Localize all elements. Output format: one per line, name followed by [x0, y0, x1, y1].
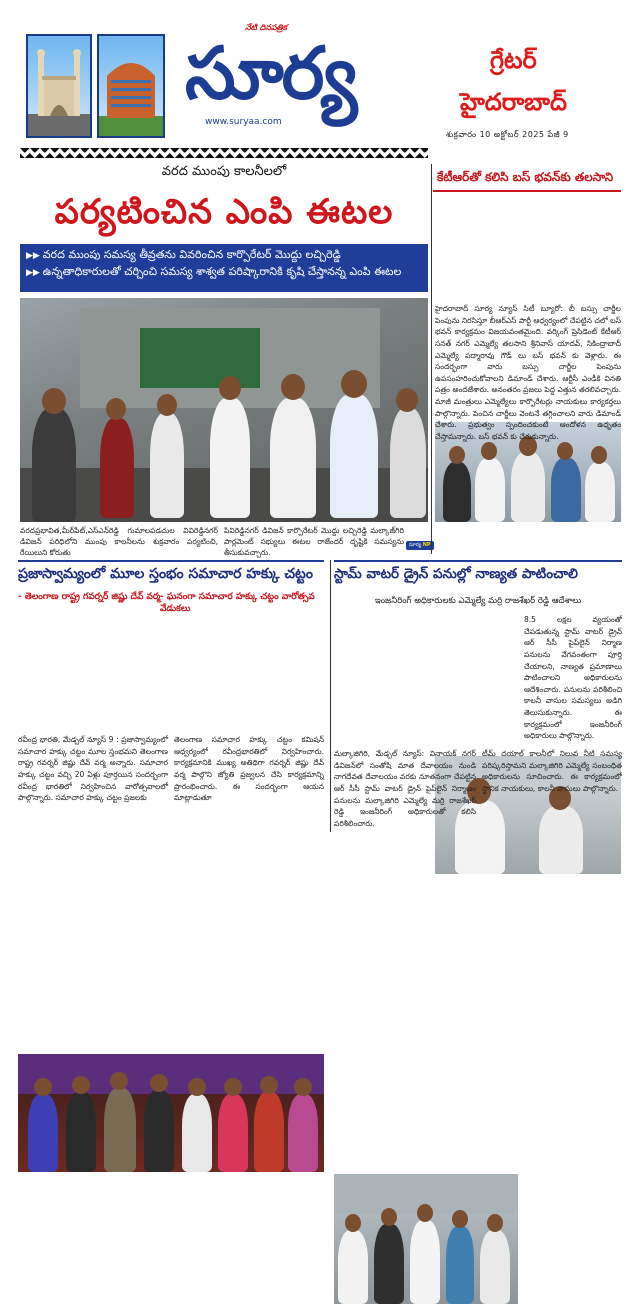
dateline: శుక్రవారం 10 అక్టోబర్ 2025 పేజీ 9 [446, 130, 569, 139]
story4-sub: ఇంజనీరింగ్ అధికారులకు ఎమ్మెల్యే మర్రి రాజశేఖర్ రెడ్డి ఆదేశాలు [374, 596, 582, 606]
story3-rule [18, 560, 324, 562]
main-point-1: ▶▶ వరద ముంపు సమస్య తీవ్రతను వివరించిన కార్పొరేటర్ మొద్దు లచ్చిరెడ్డి [26, 247, 422, 264]
story3-sub-left: - తెలంగాణ రాష్ట్ర గవర్నర్ జిష్ణు దేవ్ వర్మ [18, 592, 161, 602]
story3-headline: ప్రజాస్వామ్యంలో మూల స్తంభం సమాచార హక్కు చట్టం [18, 566, 313, 582]
column-divider-2 [330, 560, 331, 832]
main-points-band [20, 244, 428, 292]
edition-hyderabad: హైదరాబాద్ [460, 88, 567, 116]
website-url: www.suryaa.com [205, 117, 282, 127]
surya-badge: సూర్య NP [406, 541, 434, 550]
main-caption-right: పివిరెడ్డినగర్ డివిజన్ కార్పొరేటర్ మొద్దు లచ్చిరెడ్డి మల్కాజ్‌గిరి పార్లమెంట్ సభ్యులు ఈటల రాజేందర్ దృష్టికి సమస్యను తీసుకువచ్చారు. [224, 526, 404, 557]
side-body: హైదరాబాద్ సూర్య న్యూస్ సిటీ బ్యూరో: బీ బస్సు చార్జీల పెంపును నిరసిస్తూ బీఆర్ఎస్ పార్టీ ఆధ్వర్యంలో చేపట్టిన చలో బస్ భవన్ కార్యక్రమం విజయవంతమైంది. వర్కింగ్ ప్రెసిడెంట్ కేటీఆర్ సనత్ నగర్ ఎమ్మెల్యే తలసాని శ్రీనివాస్ యాదవ్, సికింద్రాబాద్ ఎమ్మెల్యే పద్మారావు గౌడ్ లు బస్ భవన్ కు వెళ్లారు. ఈ సందర్భంగా వారు బస్సు చార్జీల పెంపును ఉపసంహరించుకోవాలని డిమాండ్ చేశారు. ఆర్టీసీ ఎండీకి వినతి పత్రం అందజేశారు. అనంతరం ప్రజలు పెద్ద ఎత్తున తరలివచ్చారు. మాజీ మంత్రులు ఎమ్మెల్యేలు కార్పొరేటర్లు నాయకులు కార్యకర్తలు పాల్గొన్నారు. పెంచిన చార్జీలు వెంటనే తగ్గించాలని వారు డిమాండ్ చేశారు. ప్రభుత్వం స్పందించకుంటే ఆందోళన ఉధృతం చేస్తామన్నారు. బస్ భవన్ కు చేరుకున్నారు. [435, 304, 621, 441]
main-headline: పర్యటించిన ఎంపి ఈటల [54, 192, 394, 232]
column-divider [431, 164, 432, 554]
cyber-tower-photo [97, 34, 165, 138]
main-photo [20, 298, 428, 522]
main-point-2: ▶▶ ఉన్నతాధికారులతో చర్చించి సమస్య శాశ్వత పరిష్కారానికి కృషి చేస్తానన్న ఎంపి ఈటల [26, 264, 422, 281]
zigzag-divider [20, 148, 428, 158]
story3-body-right: తెలంగాణ సమాచార హక్కు చట్టం కమిషన్ ఆధ్వర్యంలో రవీంద్రభారతిలో నిర్వహించారు. కార్యక్రమానికి ముఖ్య అతిథిగా గవర్నర్ జిష్ణు దేవ్ వర్మ పాల్గొని జ్యోతి ప్రజ్వలన చేసి కార్యక్రమాన్ని ప్రారంభించారు. ఈ సందర్భంగా ఆయన మాట్లాడుతూ [174, 735, 324, 803]
edition-greater: గ్రేటర్ [490, 46, 537, 74]
story4-body-bottom-right: టీమ్ దయాల్ కాలనీలో నిలువ నీటి సమస్య పరిష్కరిస్తామని మల్కాజిగిరి ఎమ్మెల్యే సంబంధిత అధికారులను సూచించారు. ఈ కార్యక్రమంలో స్థానిక నాయకులు, కాలనీ వాసులు పాల్గొన్నారు. [482, 749, 622, 793]
masthead-tagline: నేటి దినపత్రిక [245, 22, 287, 32]
story3-photo [18, 1054, 324, 1172]
story4-rule [334, 560, 622, 562]
charminar-photo [26, 34, 92, 138]
side-headline: కేటీఆర్‌తో కలిసి బస్ భవన్‌కు తలసాని [433, 167, 621, 192]
story4-body-bottom-left: మల్కాజిగిరి, మేడ్చల్ న్యూస్: వినాయక్ నగర్ డివిజన్‌లో సంతోషి మాత దేవాలయం నుండి నాగదేవత దేవాలయం వరకు నూతనంగా చేపట్టిన ఆర్ సీసీ స్టామ్ వాటర్ డ్రైన్ పైప్‌లైన్ నిర్మాణం పనులను మల్కాజిగిరి ఎమ్మెల్యే మర్రి రాజశేఖర్ రెడ్డి ఇంజనీరింగ్ అధికారులతో కలిసి పరిశీలించారు. [334, 749, 476, 828]
story3-sub-right: - ఘనంగా సమాచార హక్కు చట్టం వారోత్సవ వేడుకలు [160, 592, 315, 614]
story4-photo [334, 1174, 518, 1304]
main-caption-left: వరదప్రభావిత,మీర్‌పేట్,ఎస్ఎన్‌రెడ్డి గుమాలపడచుల వివిరెడ్డినగర్ డివిజన్ పరిధిలోని ముంపు కాలనీలను శుక్రవారం పర్యటించి, రేయిలుని కోరుతు [20, 526, 218, 557]
masthead-title: సూర్య [185, 30, 356, 115]
main-kicker: వరద ముంపు కాలనీలలో [161, 164, 287, 179]
story4-headline: స్టామ్ వాటర్ డ్రైన్ పనుల్లో నాణ్యత పాటించాలి [334, 566, 578, 582]
story3-body-left: రవీంద్ర భారతి, మేడ్చల్ న్యూస్ 9 : ప్రజాస్వామ్యంలో సమాచార హక్కు చట్టం మూల స్తంభమని తెలంగాణ రాష్ట్ర గవర్నర్ జిష్ణు దేవ్ వర్మ అన్నారు. సమాచార హక్కు చట్టం వచ్చి 20 ఏళ్లు పూర్తయిన సందర్భంగా రవీంద్ర భారతిలో నిర్వహించిన వారోత్సవాలలో పాల్గొన్నారు. సమాచార హక్కు చట్టం ప్రజలకు [18, 735, 168, 803]
story4-body-right: 8.5 లక్షల వ్యయంతో చేపడుతున్న స్టామ్ వాటర్ డ్రైన్ ఆర్ సీసీ పైప్‌లైన్ నిర్మాణ పనులను వేగవంతంగా పూర్తి చేయాలని, నాణ్యత ప్రమాణాలు పాటించాలని అధికారులను ఆదేశించారు. పనులను పరిశీలించి కాలనీ వాసుల సమస్యలు అడిగి తెలుసుకున్నారు. ఈ కార్యక్రమంలో ఇంజనీరింగ్ అధికారులు పాల్గొన్నారు. [524, 615, 622, 741]
masthead-logo [185, 22, 450, 122]
